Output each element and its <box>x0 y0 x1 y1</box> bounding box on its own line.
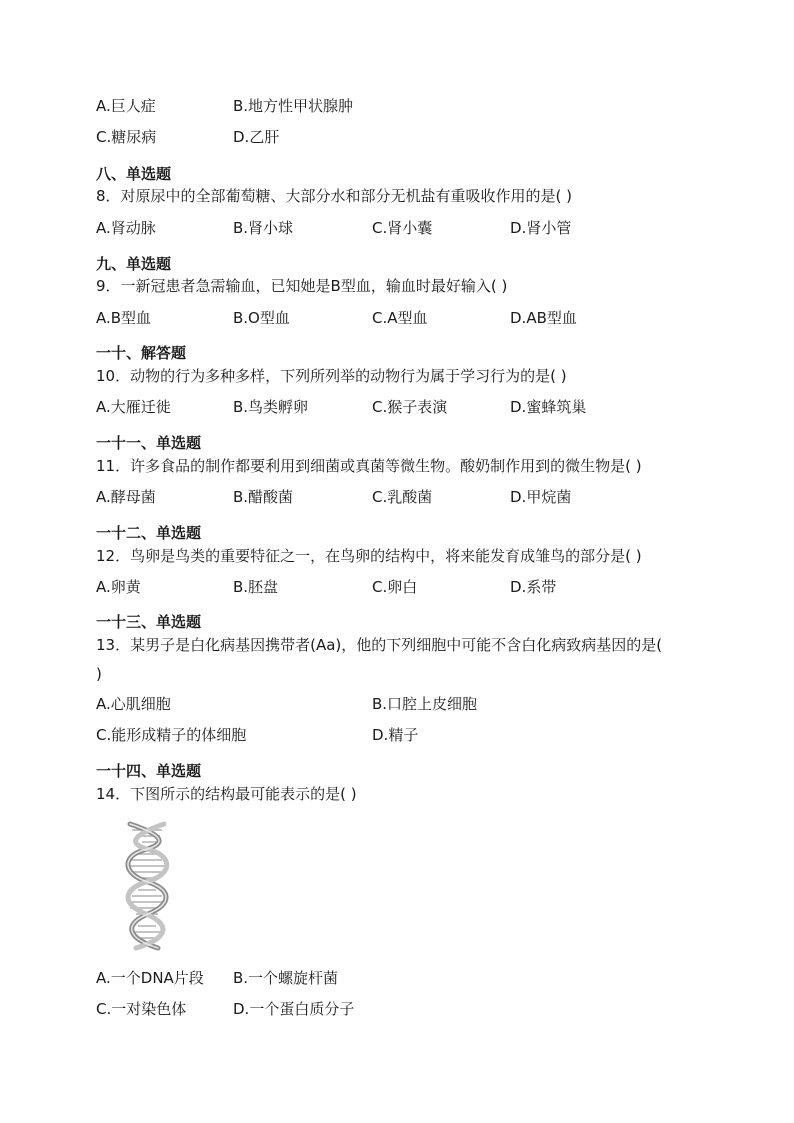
q7-option-b: B.地方性甲状腺肿 <box>233 97 354 115</box>
question-13-continued: ) <box>96 665 102 683</box>
q8-option-c: C.肾小囊 <box>372 219 433 237</box>
q10-option-a: A.大雁迁徙 <box>96 398 171 416</box>
section-heading-13: 一十三、单选题 <box>96 613 202 631</box>
q11-option-a: A.酵母菌 <box>96 488 156 506</box>
q8-option-b: B.肾小球 <box>233 219 294 237</box>
q11-option-d: D.甲烷菌 <box>510 488 572 506</box>
q13-option-a: A.心肌细胞 <box>96 695 171 713</box>
section-heading-14: 一十四、单选题 <box>96 762 202 780</box>
q12-option-d: D.系带 <box>510 578 557 596</box>
section-heading-8: 八、单选题 <box>96 165 172 183</box>
section-heading-10: 一十、解答题 <box>96 344 187 362</box>
q10-option-d: D.蜜蜂筑巢 <box>510 398 587 416</box>
q7-option-c: C.糖尿病 <box>96 128 157 146</box>
q11-option-c: C.乳酸菌 <box>372 488 433 506</box>
question-10: 10．动物的行为多种多样，下列所列举的动物行为属于学习行为的是( ) <box>96 367 567 385</box>
q14-option-c: C.一对染色体 <box>96 1000 187 1018</box>
q14-option-a: A.一个DNA片段 <box>96 969 204 987</box>
section-heading-12: 一十二、单选题 <box>96 524 202 542</box>
section-heading-9: 九、单选题 <box>96 255 172 273</box>
question-13: 13．某男子是白化病基因携带者(Aa)，他的下列细胞中可能不含白化病致病基因的是( <box>96 636 663 654</box>
q9-option-b: B.O型血 <box>233 309 290 327</box>
q10-option-c: C.猴子表演 <box>372 398 448 416</box>
question-9: 9．一新冠患者急需输血，已知她是B型血，输血时最好输入( ) <box>96 277 508 295</box>
q10-option-b: B.鸟类孵卵 <box>233 398 309 416</box>
q12-option-c: C.卵白 <box>372 578 418 596</box>
q13-option-b: B.口腔上皮细胞 <box>372 695 478 713</box>
question-8: 8．对原尿中的全部葡萄糖、大部分水和部分无机盐有重吸收作用的是( ) <box>96 187 573 205</box>
dna-double-helix-icon <box>118 820 178 952</box>
q9-option-c: C.A型血 <box>372 309 428 327</box>
question-11: 11．许多食品的制作都要利用到细菌或真菌等微生物。酸奶制作用到的微生物是( ) <box>96 457 642 475</box>
q14-option-d: D.一个蛋白质分子 <box>233 1000 355 1018</box>
q14-option-b: B.一个螺旋杆菌 <box>233 969 339 987</box>
q9-option-a: A.B型血 <box>96 309 152 327</box>
q7-option-d: D.乙肝 <box>233 128 280 146</box>
q9-option-d: D.AB型血 <box>510 309 577 327</box>
q12-option-a: A.卵黄 <box>96 578 141 596</box>
section-heading-11: 一十一、单选题 <box>96 434 202 452</box>
q13-option-d: D.精子 <box>372 726 419 744</box>
q7-option-a: A.巨人症 <box>96 97 156 115</box>
q13-option-c: C.能形成精子的体细胞 <box>96 726 247 744</box>
q8-option-a: A.肾动脉 <box>96 219 156 237</box>
q8-option-d: D.肾小管 <box>510 219 572 237</box>
q12-option-b: B.胚盘 <box>233 578 279 596</box>
question-12: 12．鸟卵是鸟类的重要特征之一，在鸟卵的结构中，将来能发育成雏鸟的部分是( ) <box>96 547 642 565</box>
question-14: 14．下图所示的结构最可能表示的是( ) <box>96 785 357 803</box>
q11-option-b: B.醋酸菌 <box>233 488 294 506</box>
